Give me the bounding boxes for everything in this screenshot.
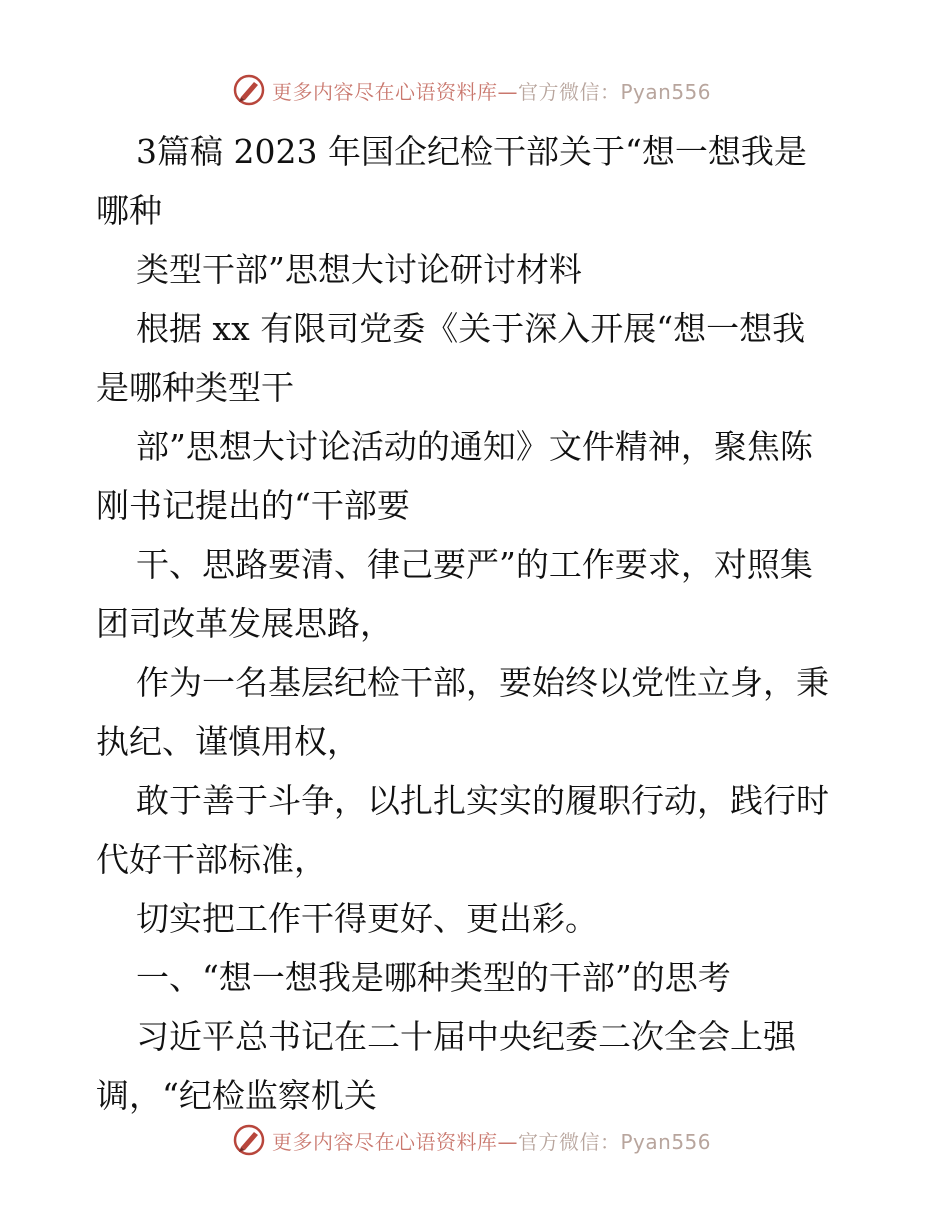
paragraph-line: 习近平总书记在二十届中央纪委二次全会上强 [136,1017,796,1056]
pen-logo-icon [232,1123,266,1157]
banner-slogan: 更多内容尽在心语资料库— [272,79,518,104]
paragraph-line: 刚书记提出的“干部要 [96,486,410,525]
paragraph-line: 敢于善于斗争，以扎扎实实的履职行动，践行时 [136,781,829,820]
paragraph-line: 执纪、谨慎用权， [96,722,360,761]
footer-watermark-banner [232,1122,752,1158]
paragraph-line: 调，“纪检监察机关 [96,1076,377,1115]
paragraph-line: 部”思想大讨论活动的通知》文件精神，聚焦陈 [136,427,813,466]
title-line-1: 3篇稿 2023 年国企纪检干部关于“想一想我是 [136,132,807,171]
paragraph-line: 代好干部标准， [96,840,327,879]
paragraph-line: 是哪种类型干 [96,368,294,407]
title-line-2: 哪种 [96,191,162,230]
header-watermark-banner [232,72,752,108]
banner-text [272,76,711,105]
banner-contact: 官方微信：Pyan556 [518,79,712,104]
paragraph-line: 干、思路要清、律己要严”的工作要求，对照集 [136,545,813,584]
paragraph-line: 根据 xx 有限司党委《关于深入开展“想一想我 [136,309,806,348]
pen-logo-icon [232,73,266,107]
paragraph-line: 切实把工作干得更好、更出彩。 [136,899,598,938]
banner-text [272,1126,711,1155]
document-body [96,122,856,1125]
banner-contact: 官方微信：Pyan556 [518,1129,712,1154]
paragraph-line: 团司改革发展思路， [96,604,393,643]
banner-slogan: 更多内容尽在心语资料库— [272,1129,518,1154]
title-line-3: 类型干部”思想大讨论研讨材料 [136,250,582,289]
paragraph-line: 作为一名基层纪检干部，要始终以党性立身，秉 [136,663,829,702]
section-heading: 一、“想一想我是哪种类型的干部”的思考 [136,958,731,997]
